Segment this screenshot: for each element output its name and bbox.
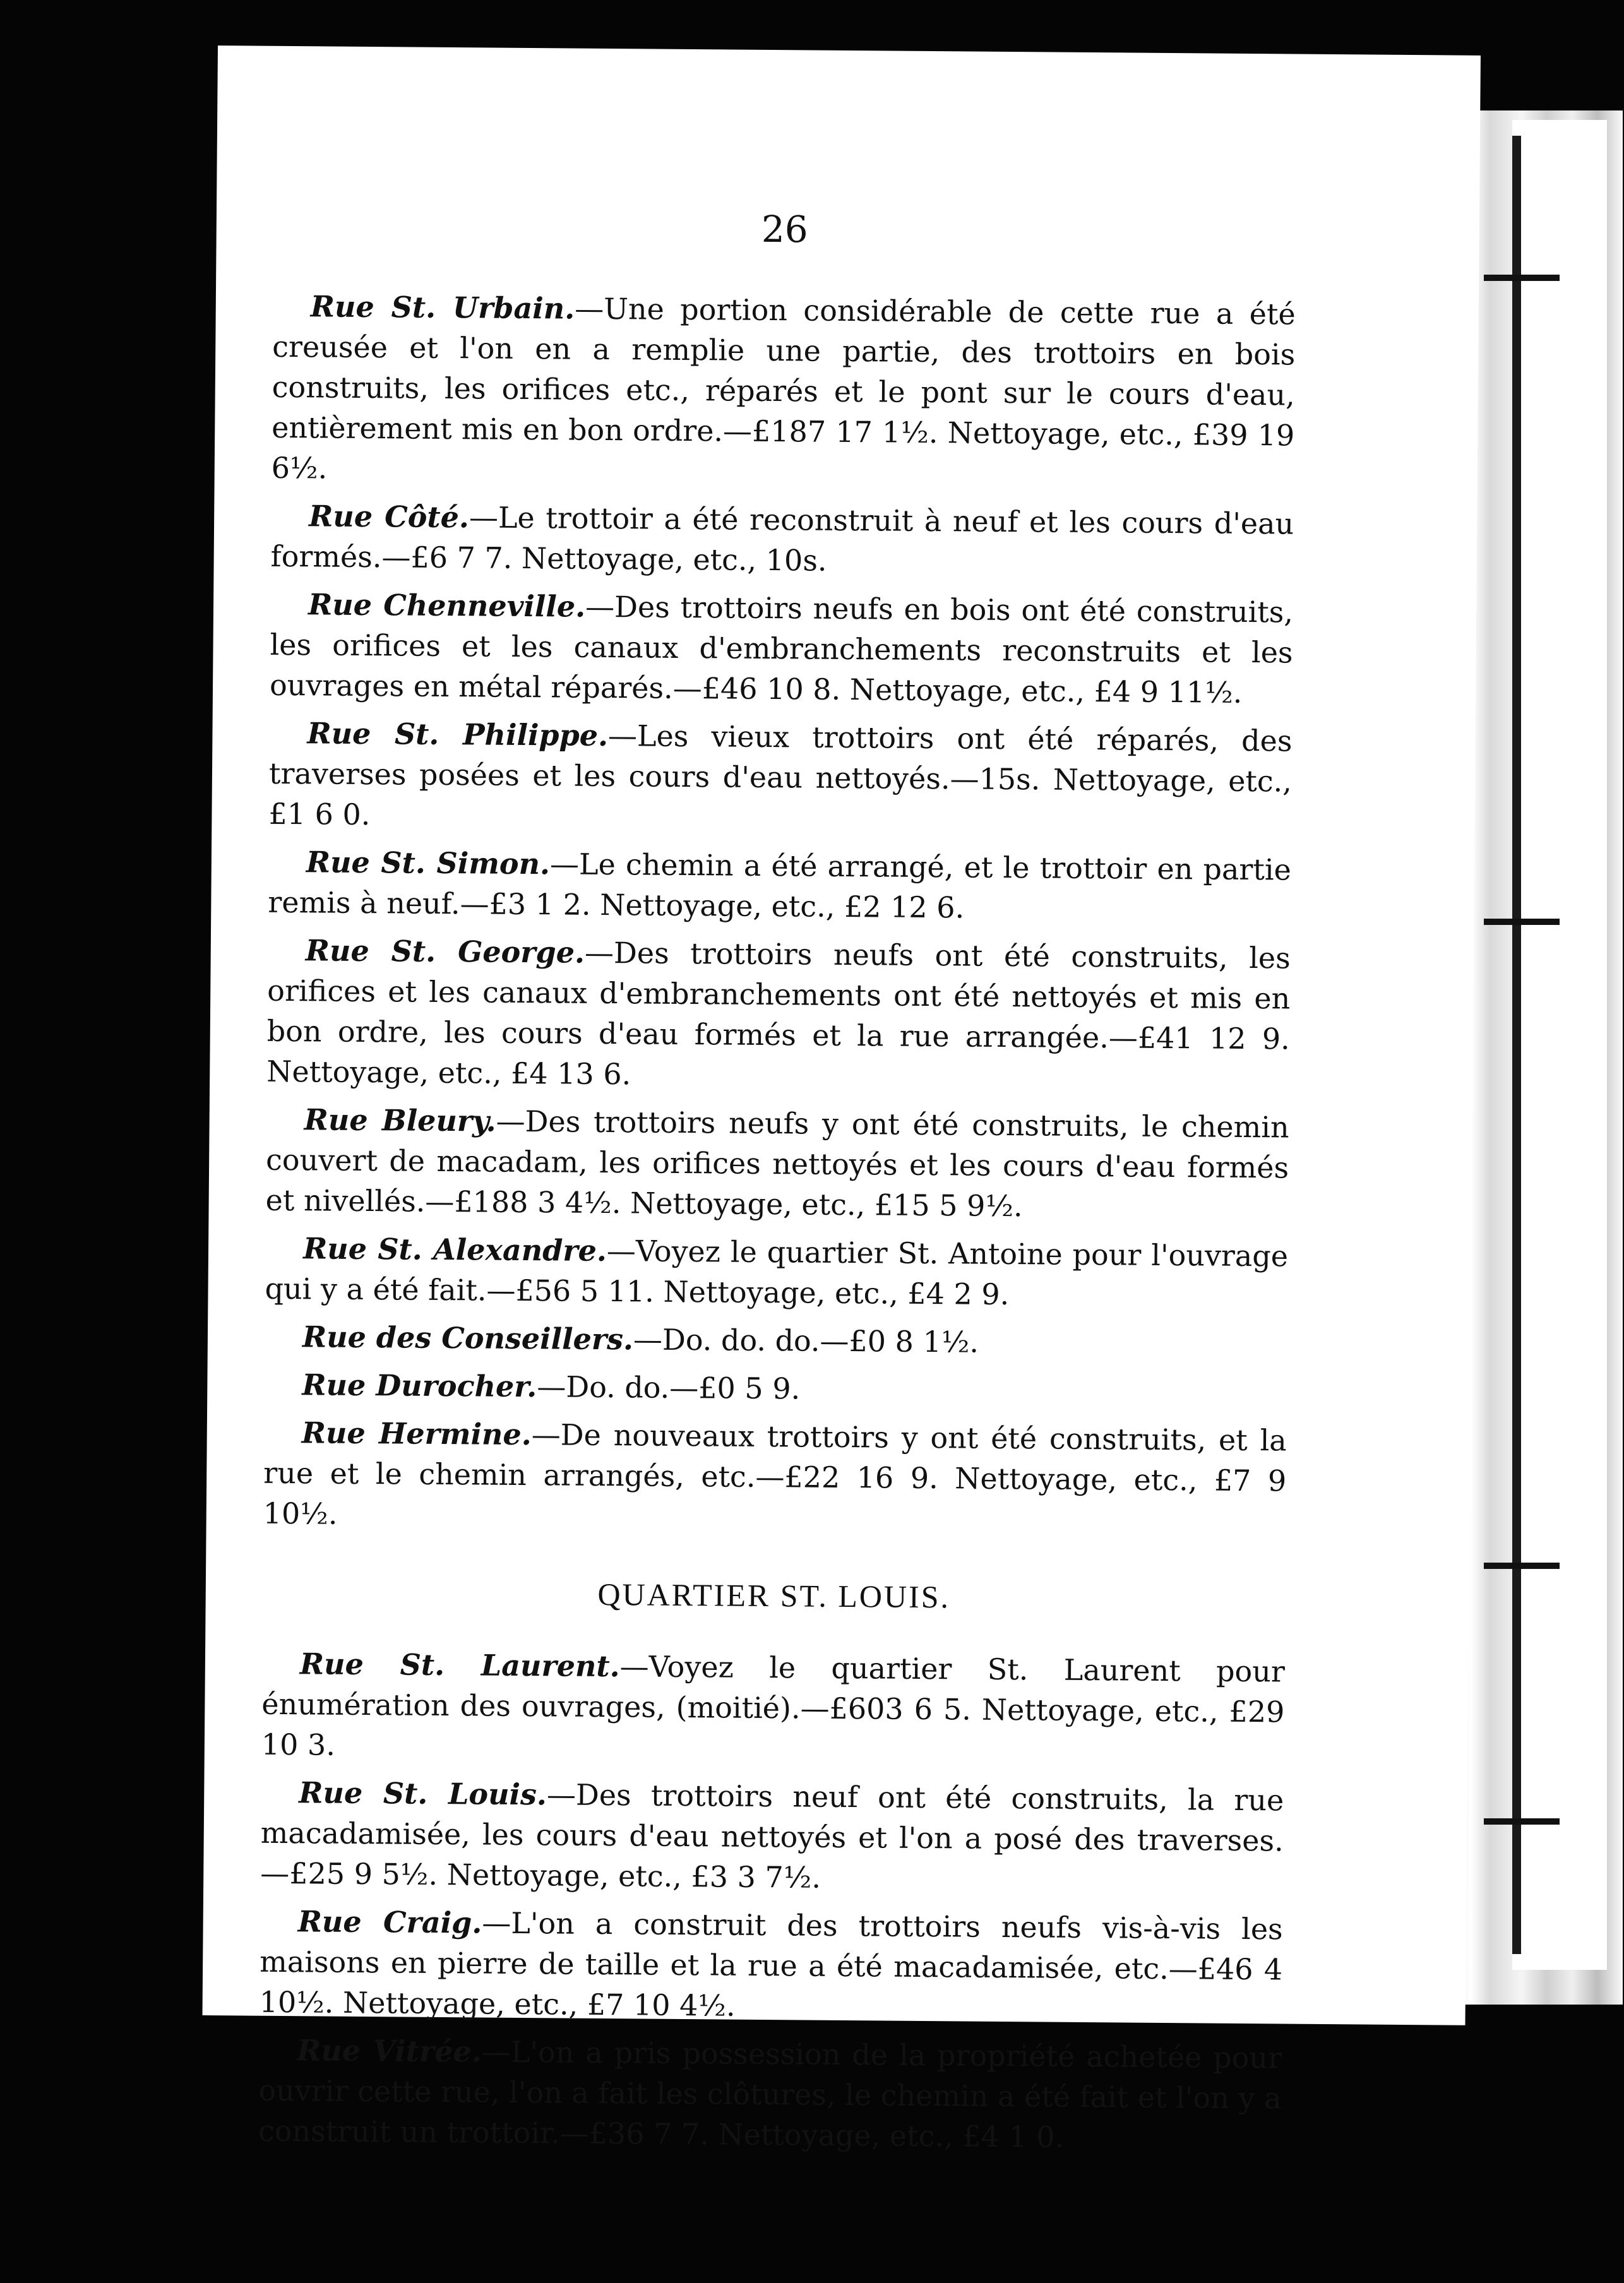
street-name: Rue Craig.: [297, 1904, 482, 1940]
street-name: Rue St. Louis.: [299, 1775, 547, 1812]
entry-paragraph: [260, 1772, 1284, 1902]
entry-text: —Voyez le quartier St. Antoine pour l'ouvrage qui y a été fait.—£56 5 11. Nettoyage, etc., £4 2 9.: [265, 1234, 1289, 1312]
entry-paragraph: [263, 1412, 1287, 1542]
street-name: Rue Hermine.: [301, 1416, 532, 1452]
entry-text: —Do. do.—£0 5 9.: [537, 1369, 801, 1406]
entry-text: —Une portion considérable de cette rue a été creusée et l'on en a remplie une partie, des trottoirs en bois construits, les orifices etc., réparés et le pont sur le cours d'eau, entièrement mis en bon ordre.—£187 17 1½. Nettoyage, etc., £39 19 6½.: [271, 291, 1296, 486]
entry-text: —Des trottoirs neufs en bois ont été construits, les orifices et les canaux d'embranchements reconstruits et les ouvrages en métal réparés.—£46 10 8. Nettoyage, etc., £4 9 11½.: [269, 589, 1294, 710]
body-text: [258, 286, 1296, 2167]
page-stack-right: [1512, 120, 1607, 1970]
entry-text: —De nouveaux trottoirs y ont été construits, et la rue et le chemin arrangés, etc.—£22 16 9. Nettoyage, etc., £7 9 10½.: [263, 1417, 1287, 1531]
binding-stitch: [1484, 1818, 1560, 1825]
binding-stitch: [1484, 919, 1560, 925]
entry-text: —Des trottoirs neuf ont été construits, la rue macadamisée, les cours d'eau nettoyés et l'on a posé des traverses.—£25 9 5½. Nettoyage, etc., £3 3 7½.: [260, 1777, 1284, 1895]
entry-text: —Des trottoirs neufs ont été construits, les orifices et les canaux d'embranchements ont été nettoyés et mis en bon ordre, les cours d'eau formés et la rue arrangée.—£41 12 9. Nettoyage, etc., £4 13 6.: [266, 935, 1291, 1092]
entries-part1: [263, 286, 1296, 1542]
entry-text: —Des trottoirs neufs y ont été construits, le chemin couvert de macadam, les orifices nettoyés et les cours d'eau formés et nivellés.—£188 3 4½. Nettoyage, etc., £15 5 9½.: [265, 1104, 1289, 1224]
entry-text: —Le chemin a été arrangé, et le trottoir en partie remis à neuf.—£3 1 2. Nettoyage, etc., £2 12 6.: [268, 847, 1292, 925]
entry-text: —L'on a pris possession de la propriété achetée pour ouvrir cette rue, l'on a fait les clôtures, le chemin a été fait et l'on y a construit un trottoir.—£36 7 7. Nettoyage, etc., £4 1 0.: [258, 2034, 1282, 2154]
page-number: 26: [761, 207, 808, 251]
entry-paragraph: [270, 584, 1293, 713]
street-name: Rue St. Simon.: [306, 845, 551, 881]
street-name: Rue des Conseillers.: [302, 1320, 634, 1357]
street-name: Rue Bleury.: [304, 1102, 496, 1138]
street-name: Rue St. Laurent.: [299, 1647, 620, 1684]
entry-paragraph: [272, 286, 1296, 496]
street-name: Rue Chenneville.: [307, 587, 586, 624]
entry-text: —Les vieux trottoirs ont été réparés, des traverses posées et les cours d'eau nettoyés.—15s. Nettoyage, etc., £1 6 0.: [268, 718, 1293, 832]
street-name: Rue St. George.: [305, 933, 585, 970]
entry-paragraph: [261, 1643, 1285, 1773]
entry-paragraph: [265, 1099, 1289, 1229]
street-name: Rue Côté.: [308, 499, 470, 535]
entry-paragraph: [259, 1901, 1282, 2030]
street-name: Rue St. Alexandre.: [302, 1231, 607, 1268]
street-name: Rue Vitrée.: [296, 2033, 482, 2069]
street-name: Rue Durocher.: [302, 1368, 537, 1404]
entry-paragraph: [258, 2030, 1282, 2159]
entry-text: —Le trottoir a été reconstruit à neuf et les cours d'eau formés.—£6 7 7. Nettoyage, etc., 10s.: [270, 500, 1294, 578]
entry-paragraph: [266, 930, 1291, 1100]
entry-paragraph: [265, 1316, 1287, 1365]
entry-text: —Do. do. do.—£0 8 1½.: [633, 1322, 979, 1359]
entries-part2: [258, 1643, 1285, 2159]
entry-paragraph: [264, 1364, 1287, 1413]
binding-stitch: [1484, 1563, 1560, 1569]
entry-text: —Voyez le quartier St. Laurent pour énumération des ouvrages, (moitié).—£603 6 5. Nettoyage, etc., £29 10 3.: [261, 1649, 1286, 1762]
entry-paragraph: [265, 1228, 1288, 1317]
binding-stitch: [1484, 275, 1560, 281]
street-name: Rue St. Philippe.: [307, 716, 609, 753]
entry-paragraph: [268, 713, 1292, 842]
street-name: Rue St. Urbain.: [310, 289, 575, 326]
entry-paragraph: [270, 496, 1294, 585]
entry-text: —L'on a construit des trottoirs neufs vis-à-vis les maisons en pierre de taille et la rue a été macadamisée, etc.—£46 4 10½. Nettoyage, etc., £7 10 4½.: [259, 1905, 1283, 2023]
section-heading: QUARTIER ST. LOUIS.: [597, 1576, 951, 1615]
entry-paragraph: [268, 842, 1291, 931]
document-page: [203, 45, 1481, 2154]
binding-spine: [1512, 136, 1521, 1954]
